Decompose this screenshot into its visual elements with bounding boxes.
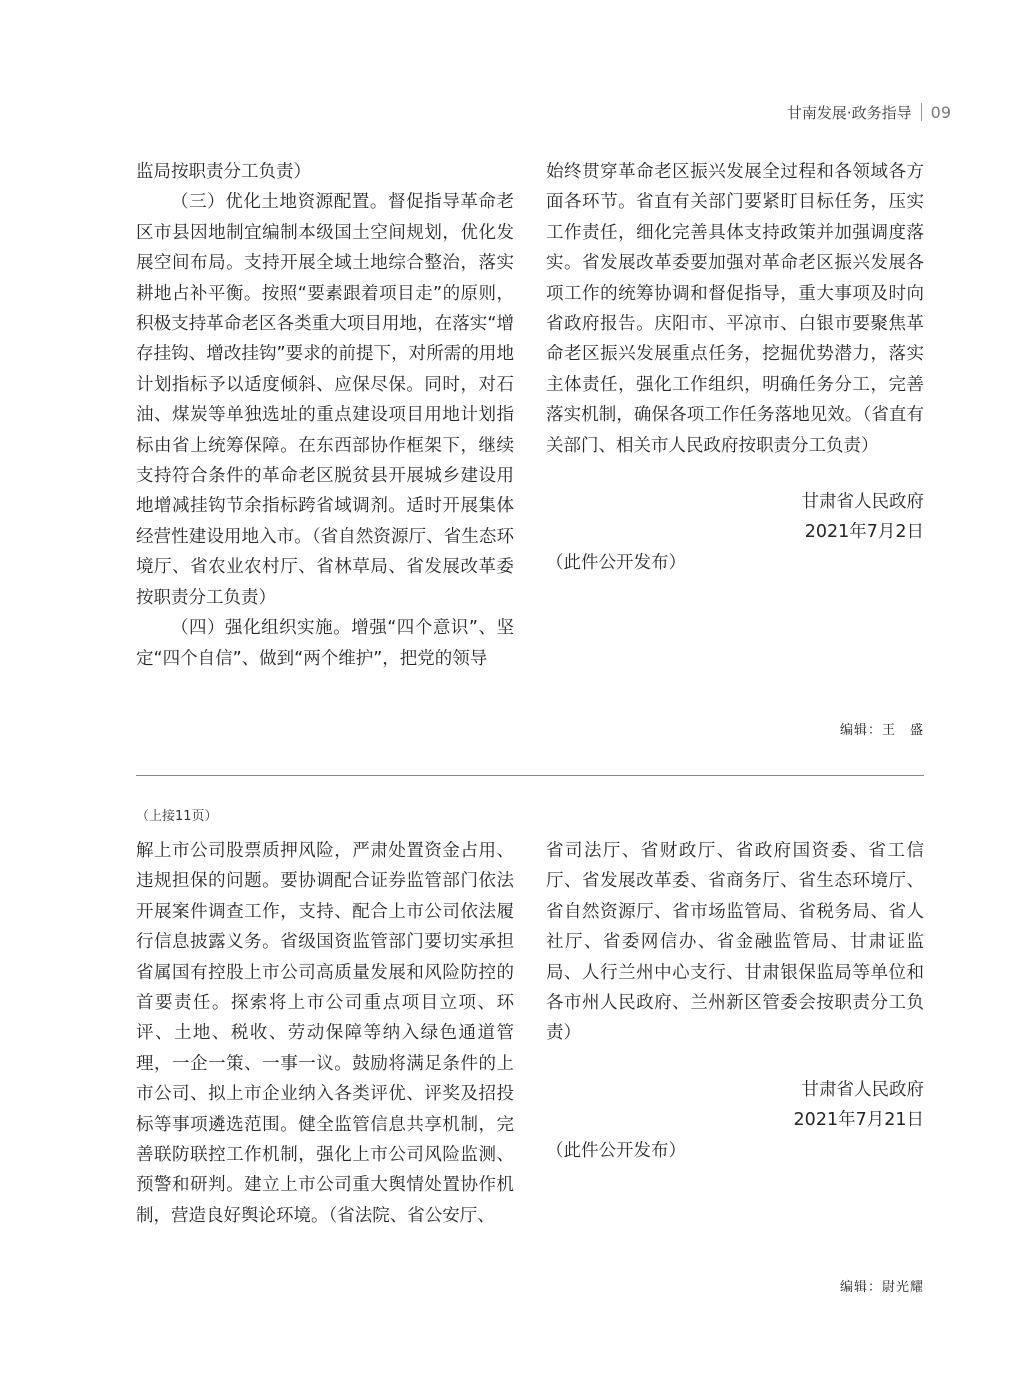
paragraph: 解上市公司股票质押风险，严肃处置资金占用、违规担保的问题。要协调配合证券监管部门依法开展案件调查工作，支持、配合上市公司依法履行信息披露义务。省级国资监管部门要切实承担省属国有控股上市公司高质量发展和风险防控的首要责任。探索将上市公司重点项目立项、环评、土地、税收、劳动保障等纳入绿色通道管理，一企一策、一事一议。鼓励将满足条件的上市公司、拟上市企业纳入各类评优、评奖及招投标等事项遴选范围。健全监管信息共享机制，完善联防联控工作机制，强化上市公司风险监测、预警和研判。建立上市公司重大舆情处置协作机制，营造良好舆论环境。（省法院、省公安厅、 [136, 841, 514, 1226]
paragraph: 省司法厅、省财政厅、省政府国资委、省工信厅、省发展改革委、省商务厅、省生态环境厅、省自然资源厅、省市场监管局、省税务局、省人社厅、省委网信办、省金融监管局、甘肃证监局、人行兰州中心支行、甘肃银保监局等单位和各市州人民政府、兰州新区管委会按职责分工负责） [546, 841, 924, 1044]
article-top-left-column [136, 157, 514, 674]
paragraph: 始终贯穿革命老区振兴发展全过程和各领域各方面各环节。省直有关部门要紧盯目标任务，压实工作责任，细化完善具体支持政策并加强调度落实。省发展改革委要加强对革命老区振兴发展各项工作的统筹协调和督促指导，重大事项及时向省政府报告。庆阳市、平凉市、白银市要聚焦革命老区振兴发展重点任务，挖掘优势潜力，落实主体责任，强化工作组织，明确任务分工，完善落实机制，确保各项工作任务落地见效。（省直有关部门、相关市人民政府按职责分工负责） [546, 162, 924, 456]
paragraph: （三）优化土地资源配置。督促指导革命老区市县因地制宜编制本级国土空间规划，优化发展空间布局。支持开展全域土地综合整治，落实耕地占补平衡。按照“要素跟着项目走”的原则，积极支持革命老区各类重大项目用地，在落实“增存挂钩、增改挂钩”要求的前提下，对所需的用地计划指标予以适度倾斜、应保尽保。同时，对石油、煤炭等单独选址的重点建设项目用地计划指标由省上统筹保障。在东西部协作框架下，继续支持符合条件的革命老区脱贫县开展城乡建设用地增减挂钩节余指标跨省域调剂。适时开展集体经营性建设用地入市。（省自然资源厅、省生态环境厅、省农业农村厅、省林草局、省发展改革委按职责分工负责） [136, 192, 514, 608]
paragraph: （四）强化组织实施。增强“四个意识”、坚定“四个自信”、做到“两个维护”，把党的领导 [136, 618, 514, 669]
journal-section-title: 甘南发展·政务指导 [786, 103, 912, 122]
continuation-note: （上接11页） [136, 809, 218, 824]
article-bottom-right-column [546, 836, 924, 1166]
signer: 甘肃省人民政府 [801, 1079, 924, 1100]
page-number: 09 [930, 102, 951, 122]
issue-date: 2021年7月2日 [804, 522, 924, 543]
signer: 甘肃省人民政府 [801, 492, 924, 513]
paragraph: 监局按职责分工负责） [136, 162, 311, 182]
publish-note: （此件公开发布） [546, 1140, 686, 1161]
section-divider [136, 775, 924, 776]
article-bottom-left-column [136, 836, 514, 1231]
running-header [787, 100, 951, 124]
editor-credit: 编辑：尉光耀 [839, 1280, 924, 1295]
issue-date: 2021年7月21日 [793, 1110, 924, 1131]
header-divider [921, 103, 922, 121]
article-top-right-column [546, 157, 924, 578]
editor-credit: 编辑：王 盛 [839, 723, 924, 738]
publish-note: （此件公开发布） [546, 552, 686, 573]
